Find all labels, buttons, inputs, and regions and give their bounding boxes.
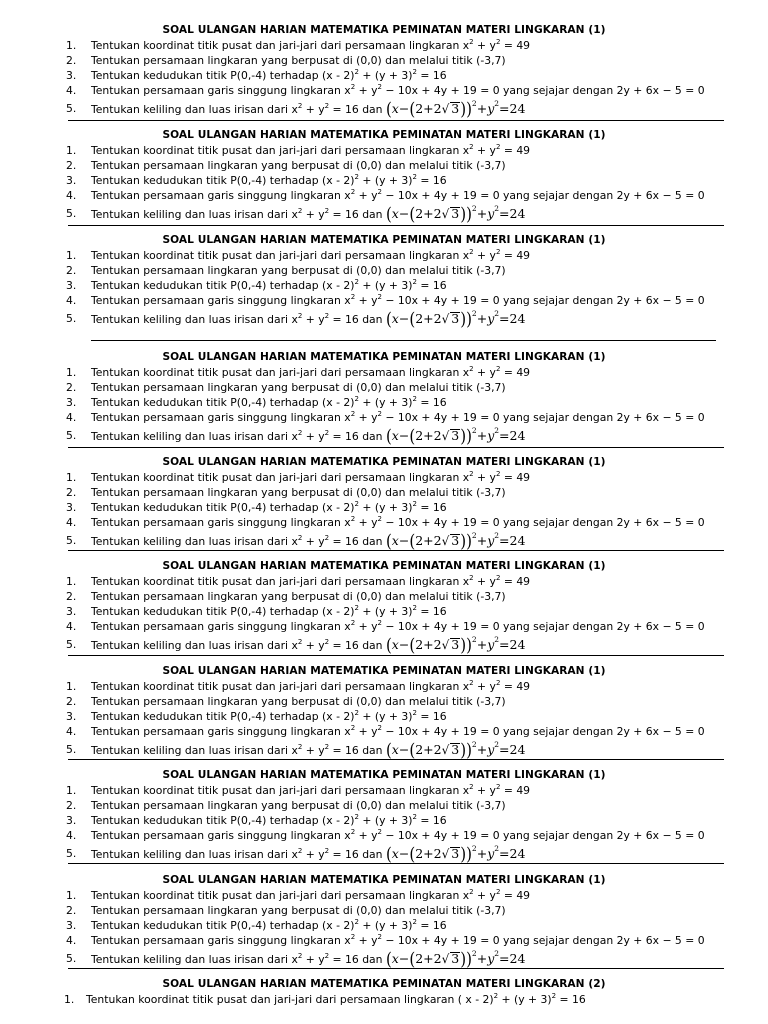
question-text: Tentukan koordinat titik pusat dan jari-jari dari persamaan lingkaran ( $x - 2)^2 + (y + 3)^2 = 16$ <box>86 992 586 1006</box>
question-number: 1. <box>66 471 77 484</box>
question-text: Tentukan kedudukan titik P(0,-4) terhadap $(x - 2)^2 + (y + 3)^2 = 16$ <box>91 709 447 723</box>
question-number: 1. <box>66 366 77 379</box>
section-divider <box>68 225 724 226</box>
question-number: 2. <box>66 590 77 603</box>
question-text: Tentukan persamaan lingkaran yang berpusat di (0,0) dan melalui titik (-3,7) <box>91 799 506 812</box>
question-text: Tentukan koordinat titik pusat dan jari-jari dari persamaan lingkaran $x^2 + y^2 = 49$ <box>91 470 531 484</box>
question-text: Tentukan kedudukan titik P(0,-4) terhadap $(x - 2)^2 + (y + 3)^2 = 16$ <box>91 278 447 292</box>
question-4 <box>0 515 768 530</box>
question-text: Tentukan keliling dan luas irisan dari $x^2 + y^2 = 16$ dan (x−(2+2√ $3))^2+y^2=24$ <box>91 948 526 970</box>
question-2 <box>0 263 768 278</box>
question-text: Tentukan kedudukan titik P(0,-4) terhadap $(x - 2)^2 + (y + 3)^2 = 16$ <box>91 918 447 932</box>
question-3 <box>0 395 768 410</box>
circle-equation-formula: (x−(2+2√ $3))^2+y^2=24$ <box>385 634 526 656</box>
question-2 <box>0 380 768 395</box>
section-divider <box>68 447 724 448</box>
question-text: Tentukan keliling dan luas irisan dari $x^2 + y^2 = 16$ dan (x−(2+2√ $3))^2+y^2=24$ <box>91 203 526 225</box>
block-title: SOAL ULANGAN HARIAN MATEMATIKA PEMINATAN MATERI LINGKARAN (1) <box>162 560 606 572</box>
question-text: Tentukan keliling dan luas irisan dari $x^2 + y^2 = 16$ dan (x−(2+2√ $3))^2+y^2=24$ <box>91 634 526 656</box>
question-number: 3. <box>66 396 77 409</box>
question-5 <box>0 739 768 761</box>
question-text: Tentukan persamaan garis singgung lingkaran $x^2 + y^2 - 10x + 4y + 19 = 0$ yang sejajar dengan 2y + 6x − 5 = 0 <box>91 515 705 529</box>
question-number: 1. <box>66 39 77 52</box>
question-number: 1. <box>66 784 77 797</box>
circle-equation-formula: (x−(2+2√ $3))^2+y^2=24$ <box>385 530 526 552</box>
circle-equation-formula: (x−(2+2√ $3))^2+y^2=24$ <box>385 843 526 865</box>
question-1 <box>0 248 768 263</box>
block-title: SOAL ULANGAN HARIAN MATEMATIKA PEMINATAN MATERI LINGKARAN (1) <box>162 456 606 468</box>
question-text: Tentukan persamaan lingkaran yang berpusat di (0,0) dan melalui titik (-3,7) <box>91 486 506 499</box>
question-number: 5. <box>66 207 77 220</box>
question-5 <box>0 634 768 656</box>
question-1 <box>0 470 768 485</box>
question-number: 3. <box>66 279 77 292</box>
question-number: 1. <box>66 144 77 157</box>
question-2 <box>0 158 768 173</box>
question-5 <box>0 425 768 447</box>
question-number: 4. <box>66 725 77 738</box>
block-title: SOAL ULANGAN HARIAN MATEMATIKA PEMINATAN MATERI LINGKARAN (1) <box>162 665 606 677</box>
question-1 <box>0 992 768 1007</box>
section-divider <box>68 655 724 656</box>
question-number: 3. <box>66 501 77 514</box>
block-title: SOAL ULANGAN HARIAN MATEMATIKA PEMINATAN MATERI LINGKARAN (1) <box>162 874 606 886</box>
question-4 <box>0 724 768 739</box>
question-number: 2. <box>66 264 77 277</box>
question-text: Tentukan persamaan lingkaran yang berpusat di (0,0) dan melalui titik (-3,7) <box>91 264 506 277</box>
circle-equation-formula: (x−(2+2√ $3))^2+y^2=24$ <box>385 948 526 970</box>
question-text: Tentukan persamaan lingkaran yang berpusat di (0,0) dan melalui titik (-3,7) <box>91 695 506 708</box>
question-number: 2. <box>66 486 77 499</box>
circle-equation-formula: (x−(2+2√ $3))^2+y^2=24$ <box>385 308 526 330</box>
question-number: 3. <box>66 174 77 187</box>
question-text: Tentukan kedudukan titik P(0,-4) terhadap $(x - 2)^2 + (y + 3)^2 = 16$ <box>91 604 447 618</box>
question-5 <box>0 98 768 120</box>
question-2 <box>0 589 768 604</box>
question-number: 1. <box>66 249 77 262</box>
question-number: 5. <box>66 312 77 325</box>
question-3 <box>0 68 768 83</box>
question-number: 3. <box>66 814 77 827</box>
question-2 <box>0 798 768 813</box>
question-4 <box>0 933 768 948</box>
question-number: 2. <box>66 904 77 917</box>
question-5 <box>0 948 768 970</box>
question-text: Tentukan koordinat titik pusat dan jari-jari dari persamaan lingkaran $x^2 + y^2 = 49$ <box>91 783 531 797</box>
question-number: 2. <box>66 695 77 708</box>
question-text: Tentukan keliling dan luas irisan dari $x^2 + y^2 = 16$ dan (x−(2+2√ $3))^2+y^2=24$ <box>91 843 526 865</box>
question-number: 4. <box>66 84 77 97</box>
question-text: Tentukan koordinat titik pusat dan jari-jari dari persamaan lingkaran $x^2 + y^2 = 49$ <box>91 248 531 262</box>
question-number: 5. <box>66 847 77 860</box>
separator-underline <box>91 340 716 341</box>
question-text: Tentukan persamaan garis singgung lingkaran $x^2 + y^2 - 10x + 4y + 19 = 0$ yang sejajar dengan 2y + 6x − 5 = 0 <box>91 724 705 738</box>
question-text: Tentukan kedudukan titik P(0,-4) terhadap $(x - 2)^2 + (y + 3)^2 = 16$ <box>91 813 447 827</box>
question-3 <box>0 918 768 933</box>
block-title: SOAL ULANGAN HARIAN MATEMATIKA PEMINATAN MATERI LINGKARAN (1) <box>162 769 606 781</box>
question-1 <box>0 679 768 694</box>
question-5 <box>0 843 768 865</box>
question-1 <box>0 143 768 158</box>
block-title: SOAL ULANGAN HARIAN MATEMATIKA PEMINATAN MATERI LINGKARAN (1) <box>162 351 606 363</box>
question-text: Tentukan kedudukan titik P(0,-4) terhadap $(x - 2)^2 + (y + 3)^2 = 16$ <box>91 173 447 187</box>
question-number: 5. <box>66 534 77 547</box>
question-3 <box>0 604 768 619</box>
question-2 <box>0 903 768 918</box>
question-text: Tentukan persamaan garis singgung lingkaran $x^2 + y^2 - 10x + 4y + 19 = 0$ yang sejajar dengan 2y + 6x − 5 = 0 <box>91 619 705 633</box>
question-number: 3. <box>66 710 77 723</box>
question-number: 5. <box>66 743 77 756</box>
question-number: 5. <box>66 429 77 442</box>
question-text: Tentukan persamaan garis singgung lingkaran $x^2 + y^2 - 10x + 4y + 19 = 0$ yang sejajar dengan 2y + 6x − 5 = 0 <box>91 933 705 947</box>
question-number: 4. <box>66 411 77 424</box>
question-1 <box>0 574 768 589</box>
question-text: Tentukan koordinat titik pusat dan jari-jari dari persamaan lingkaran $x^2 + y^2 = 49$ <box>91 574 531 588</box>
question-3 <box>0 709 768 724</box>
question-number: 2. <box>66 381 77 394</box>
question-text: Tentukan koordinat titik pusat dan jari-jari dari persamaan lingkaran $x^2 + y^2 = 49$ <box>91 888 531 902</box>
question-5 <box>0 203 768 225</box>
question-text: Tentukan persamaan garis singgung lingkaran $x^2 + y^2 - 10x + 4y + 19 = 0$ yang sejajar dengan 2y + 6x − 5 = 0 <box>91 828 705 842</box>
question-3 <box>0 500 768 515</box>
question-2 <box>0 485 768 500</box>
question-text: Tentukan persamaan lingkaran yang berpusat di (0,0) dan melalui titik (-3,7) <box>91 904 506 917</box>
question-text: Tentukan koordinat titik pusat dan jari-jari dari persamaan lingkaran $x^2 + y^2 = 49$ <box>91 143 531 157</box>
question-3 <box>0 173 768 188</box>
question-text: Tentukan koordinat titik pusat dan jari-jari dari persamaan lingkaran $x^2 + y^2 = 49$ <box>91 679 531 693</box>
question-text: Tentukan keliling dan luas irisan dari $x^2 + y^2 = 16$ dan (x−(2+2√ $3))^2+y^2=24$ <box>91 425 526 447</box>
question-text: Tentukan koordinat titik pusat dan jari-jari dari persamaan lingkaran $x^2 + y^2 = 49$ <box>91 38 531 52</box>
question-4 <box>0 828 768 843</box>
question-text: Tentukan kedudukan titik P(0,-4) terhadap $(x - 2)^2 + (y + 3)^2 = 16$ <box>91 395 447 409</box>
question-text: Tentukan persamaan garis singgung lingkaran $x^2 + y^2 - 10x + 4y + 19 = 0$ yang sejajar dengan 2y + 6x − 5 = 0 <box>91 83 705 97</box>
question-number: 4. <box>66 189 77 202</box>
question-number: 1. <box>66 889 77 902</box>
question-number: 4. <box>66 829 77 842</box>
section-divider <box>68 759 724 760</box>
question-4 <box>0 619 768 634</box>
question-1 <box>0 888 768 903</box>
circle-equation-formula: (x−(2+2√ $3))^2+y^2=24$ <box>385 98 526 120</box>
block-title: SOAL ULANGAN HARIAN MATEMATIKA PEMINATAN MATERI LINGKARAN (2) <box>162 978 606 990</box>
circle-equation-formula: (x−(2+2√ $3))^2+y^2=24$ <box>385 739 526 761</box>
question-text: Tentukan kedudukan titik P(0,-4) terhadap $(x - 2)^2 + (y + 3)^2 = 16$ <box>91 68 447 82</box>
circle-equation-formula: (x−(2+2√ $3))^2+y^2=24$ <box>385 203 526 225</box>
question-number: 4. <box>66 934 77 947</box>
question-number: 4. <box>66 294 77 307</box>
block-title: SOAL ULANGAN HARIAN MATEMATIKA PEMINATAN MATERI LINGKARAN (1) <box>162 24 606 36</box>
question-text: Tentukan persamaan lingkaran yang berpusat di (0,0) dan melalui titik (-3,7) <box>91 590 506 603</box>
question-number: 5. <box>66 102 77 115</box>
question-4 <box>0 410 768 425</box>
question-text: Tentukan persamaan lingkaran yang berpusat di (0,0) dan melalui titik (-3,7) <box>91 159 506 172</box>
question-number: 3. <box>66 605 77 618</box>
question-text: Tentukan keliling dan luas irisan dari $x^2 + y^2 = 16$ dan (x−(2+2√ $3))^2+y^2=24$ <box>91 739 526 761</box>
question-text: Tentukan keliling dan luas irisan dari $x^2 + y^2 = 16$ dan (x−(2+2√ $3))^2+y^2=24$ <box>91 308 526 330</box>
question-1 <box>0 783 768 798</box>
question-text: Tentukan kedudukan titik P(0,-4) terhadap $(x - 2)^2 + (y + 3)^2 = 16$ <box>91 500 447 514</box>
question-4 <box>0 293 768 308</box>
section-divider <box>68 550 724 551</box>
question-3 <box>0 278 768 293</box>
question-text: Tentukan keliling dan luas irisan dari $x^2 + y^2 = 16$ dan (x−(2+2√ $3))^2+y^2=24$ <box>91 98 526 120</box>
question-number: 2. <box>66 54 77 67</box>
question-text: Tentukan keliling dan luas irisan dari $x^2 + y^2 = 16$ dan (x−(2+2√ $3))^2+y^2=24$ <box>91 530 526 552</box>
question-number: 2. <box>66 799 77 812</box>
question-5 <box>0 530 768 552</box>
question-number: 1. <box>66 680 77 693</box>
question-5 <box>0 308 768 330</box>
question-4 <box>0 83 768 98</box>
question-2 <box>0 694 768 709</box>
question-4 <box>0 188 768 203</box>
question-text: Tentukan persamaan garis singgung lingkaran $x^2 + y^2 - 10x + 4y + 19 = 0$ yang sejajar dengan 2y + 6x − 5 = 0 <box>91 188 705 202</box>
question-number: 5. <box>66 638 77 651</box>
question-text: Tentukan persamaan garis singgung lingkaran $x^2 + y^2 - 10x + 4y + 19 = 0$ yang sejajar dengan 2y + 6x − 5 = 0 <box>91 293 705 307</box>
question-3 <box>0 813 768 828</box>
question-number: 5. <box>66 952 77 965</box>
question-number: 4. <box>66 620 77 633</box>
block-title: SOAL ULANGAN HARIAN MATEMATIKA PEMINATAN MATERI LINGKARAN (1) <box>162 234 606 246</box>
block-title: SOAL ULANGAN HARIAN MATEMATIKA PEMINATAN MATERI LINGKARAN (1) <box>162 129 606 141</box>
question-number: 1. <box>66 575 77 588</box>
question-number: 2. <box>66 159 77 172</box>
question-1 <box>0 38 768 53</box>
circle-equation-formula: (x−(2+2√ $3))^2+y^2=24$ <box>385 425 526 447</box>
section-divider <box>68 968 724 969</box>
section-divider <box>68 120 724 121</box>
question-text: Tentukan persamaan lingkaran yang berpusat di (0,0) dan melalui titik (-3,7) <box>91 54 506 67</box>
question-text: Tentukan koordinat titik pusat dan jari-jari dari persamaan lingkaran $x^2 + y^2 = 49$ <box>91 365 531 379</box>
question-2 <box>0 53 768 68</box>
question-number: 1. <box>64 993 75 1006</box>
section-divider <box>68 863 724 864</box>
question-number: 3. <box>66 919 77 932</box>
question-text: Tentukan persamaan garis singgung lingkaran $x^2 + y^2 - 10x + 4y + 19 = 0$ yang sejajar dengan 2y + 6x − 5 = 0 <box>91 410 705 424</box>
question-number: 3. <box>66 69 77 82</box>
question-1 <box>0 365 768 380</box>
question-text: Tentukan persamaan lingkaran yang berpusat di (0,0) dan melalui titik (-3,7) <box>91 381 506 394</box>
question-number: 4. <box>66 516 77 529</box>
